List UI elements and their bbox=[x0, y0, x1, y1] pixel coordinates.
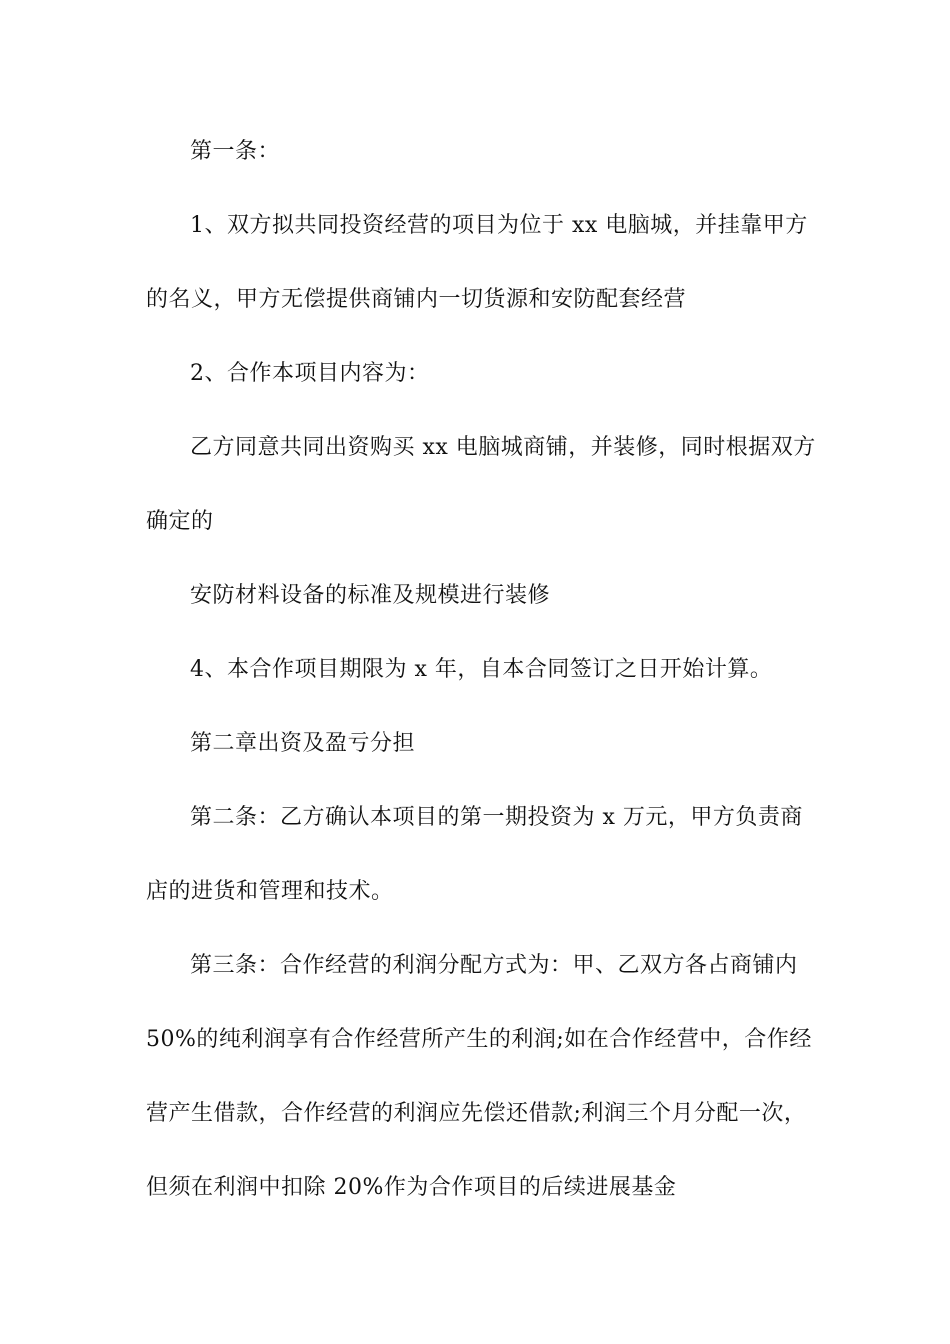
chapter-2-heading: 第二章出资及盈亏分担 bbox=[190, 731, 416, 756]
paragraph-line: 2、合作本项目内容为： bbox=[190, 361, 430, 386]
paragraph-line: 4、本合作项目期限为 x 年，自本合同签订之日开始计算。 bbox=[190, 657, 773, 682]
article-1-heading: 第一条： bbox=[190, 139, 281, 164]
paragraph-line: 确定的 bbox=[146, 509, 214, 534]
paragraph-line: 但须在利润中扣除 20%作为合作项目的后续进展基金 bbox=[146, 1175, 677, 1200]
paragraph-line: 乙方同意共同出资购买 xx 电脑城商铺，并装修，同时根据双方 bbox=[190, 435, 816, 460]
paragraph-line: 第二条：乙方确认本项目的第一期投资为 x 万元，甲方负责商 bbox=[190, 805, 803, 830]
paragraph-line: 店的进货和管理和技术。 bbox=[146, 879, 394, 904]
paragraph-line: 营产生借款，合作经营的利润应先偿还借款;利润三个月分配一次， bbox=[146, 1101, 807, 1126]
paragraph-line: 的名义，甲方无偿提供商铺内一切货源和安防配套经营 bbox=[146, 287, 687, 312]
paragraph-line: 1、双方拟共同投资经营的项目为位于 xx 电脑城，并挂靠甲方 bbox=[190, 213, 808, 238]
paragraph-line: 安防材料设备的标准及规模进行装修 bbox=[190, 583, 551, 608]
paragraph-line: 50%的纯利润享有合作经营所产生的利润;如在合作经营中，合作经 bbox=[146, 1027, 812, 1052]
paragraph-line: 第三条：合作经营的利润分配方式为：甲、乙双方各占商铺内 bbox=[190, 953, 798, 978]
